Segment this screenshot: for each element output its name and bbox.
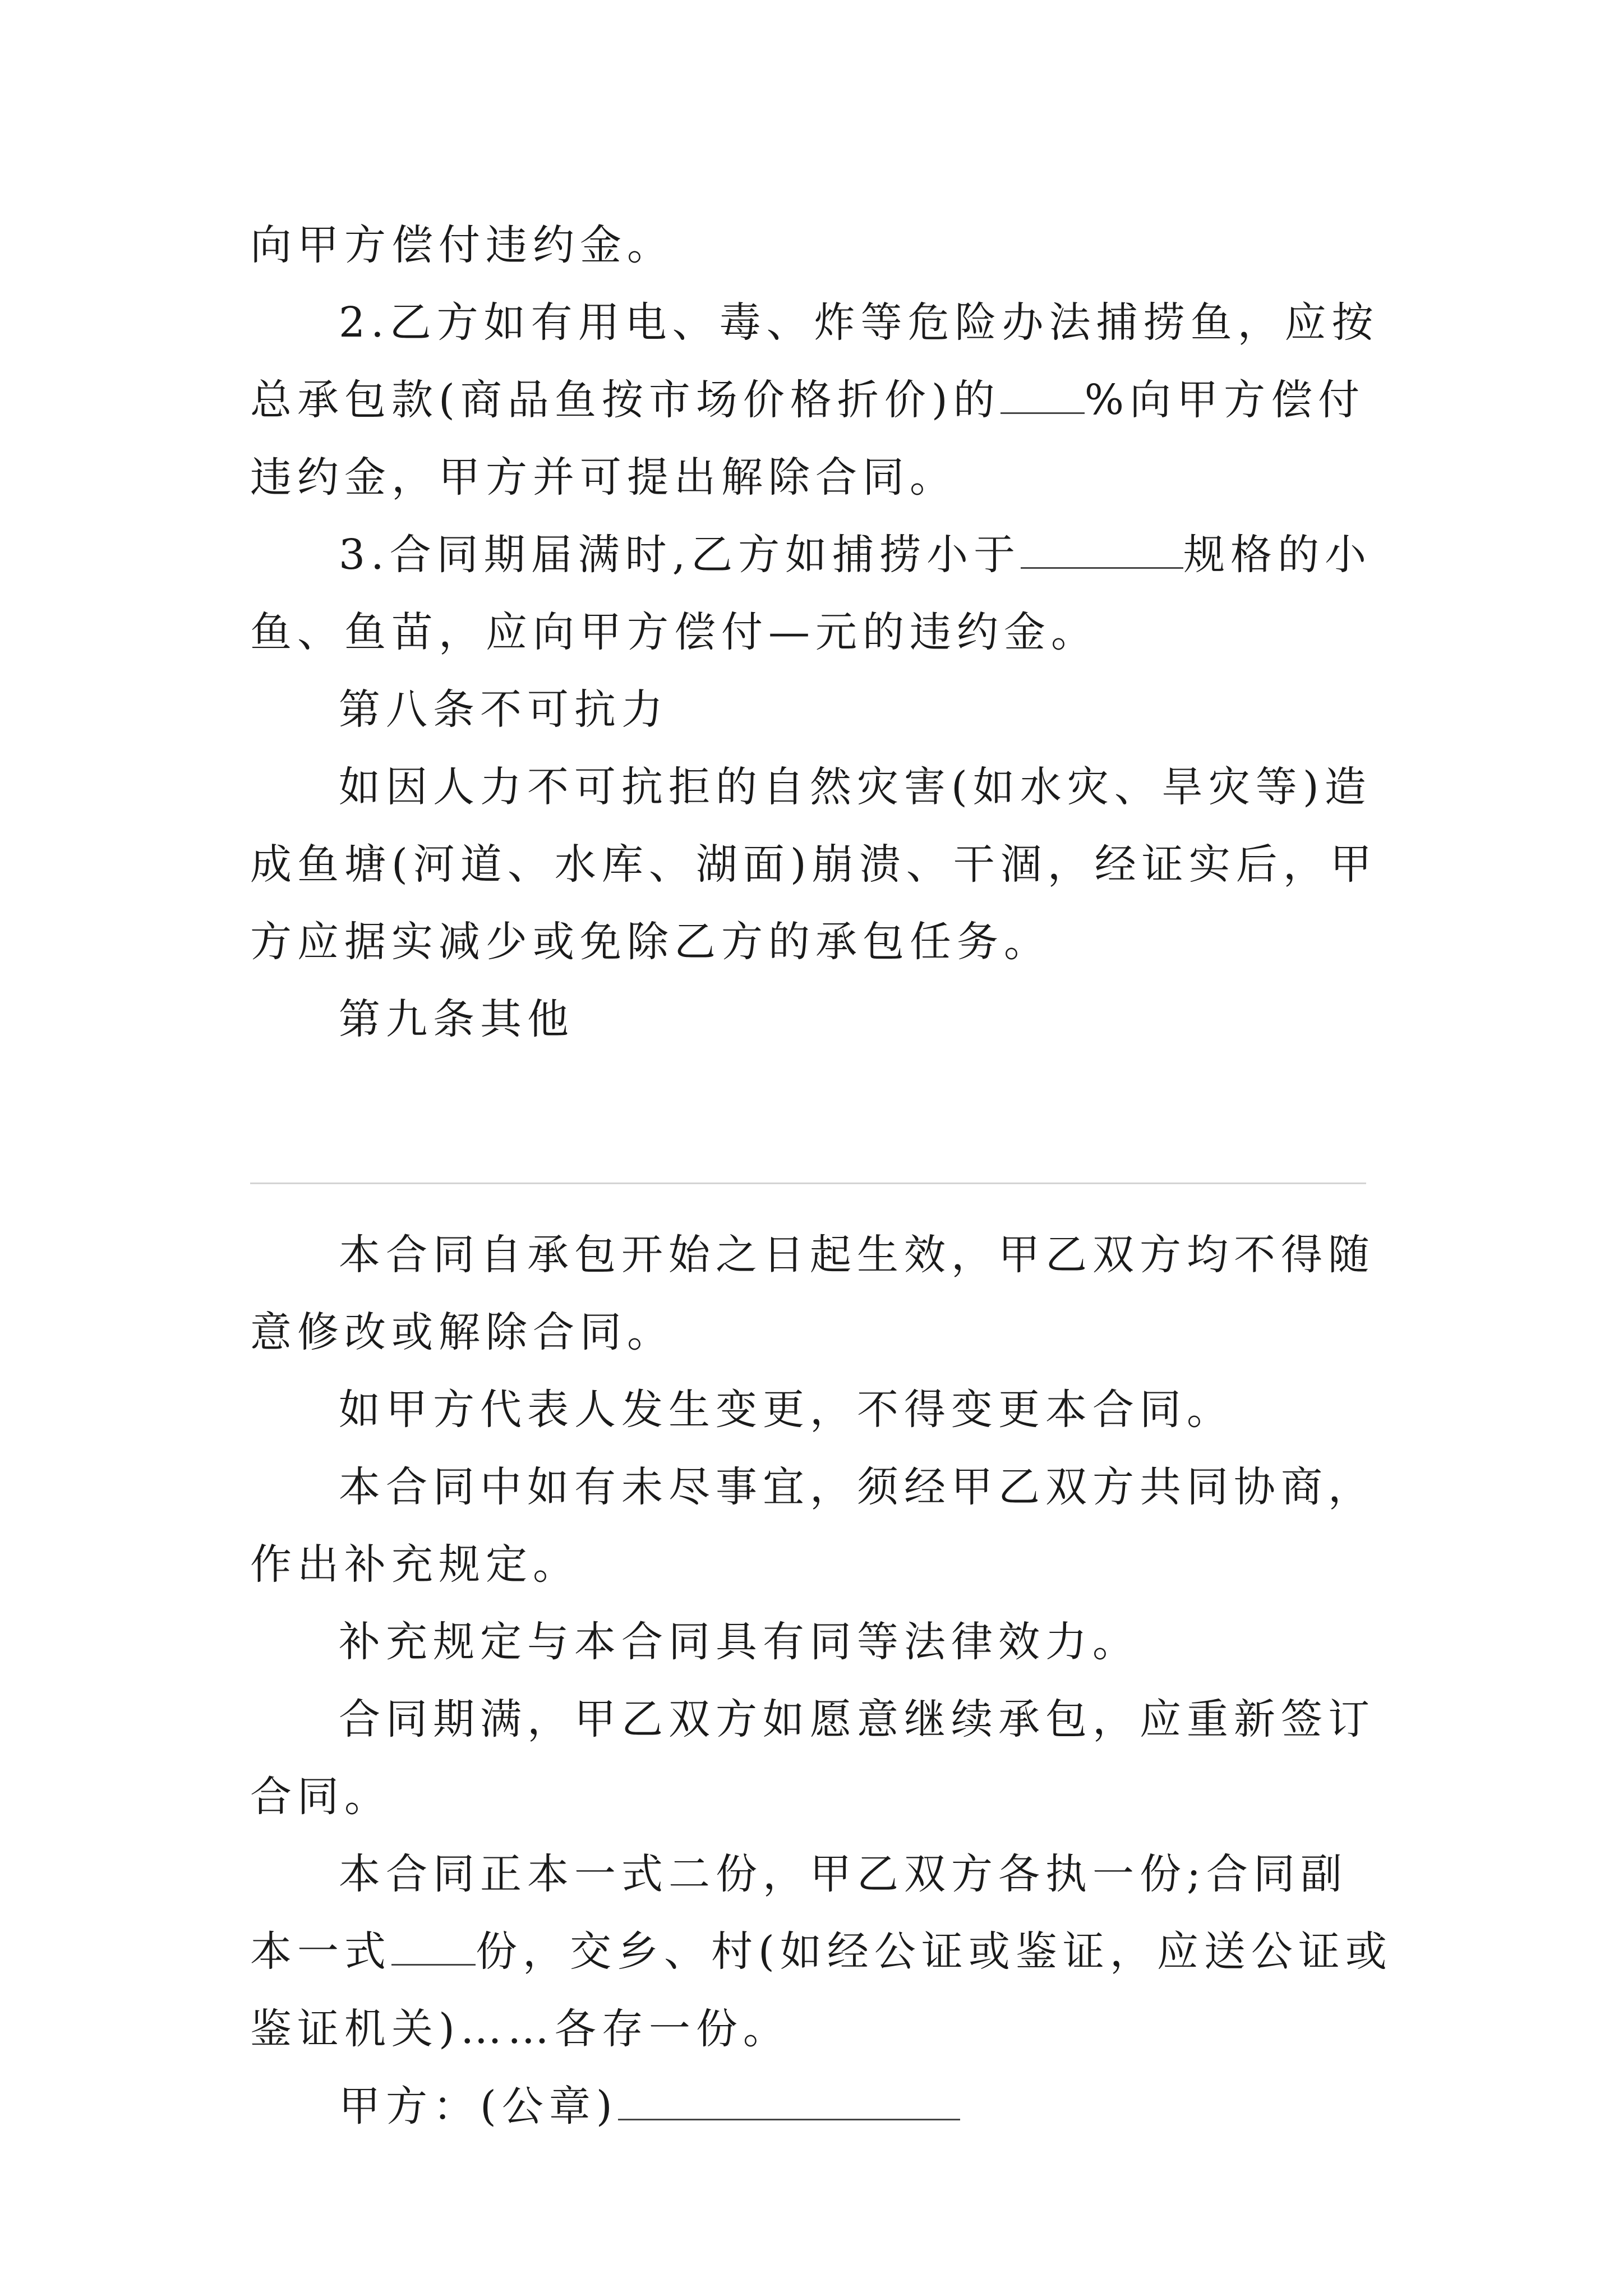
contract-section-upper — [250, 206, 1394, 1058]
fill-in-blank-percentage — [1000, 378, 1085, 414]
article-9-heading — [250, 981, 1394, 1058]
paragraph-copies — [250, 1835, 1394, 2068]
paragraph-text: 补充规定与本合同具有同等法律效力。 — [339, 1618, 1140, 1666]
paragraph-penalty-continuation — [250, 206, 1394, 284]
paragraph-representative-change — [250, 1371, 1394, 1448]
clause-text: 3.合同期届满时,乙方如捕捞小于 — [339, 531, 1021, 579]
signature-party-a — [250, 2068, 1394, 2145]
fill-in-blank-size — [1021, 532, 1183, 569]
signature-label: 甲方：(公章) — [339, 2082, 618, 2131]
page-break-divider — [250, 1182, 1366, 1184]
clause-text: %向甲方偿付违约金，甲方并可提出解除合同。 — [250, 376, 1366, 501]
contract-section-lower — [250, 1216, 1394, 2145]
paragraph-text: 本合同正本一式二份，甲乙双方各执一份;合同副本一式 — [250, 1850, 1348, 1976]
paragraph-text: 向甲方偿付违约金。 — [250, 221, 674, 269]
article-8-heading — [250, 671, 1394, 748]
paragraph-renewal — [250, 1681, 1394, 1835]
clause-text: 规格的小鱼、鱼苗，应向甲方偿付—元的违约金。 — [250, 531, 1372, 656]
paragraph-legal-effect — [250, 1603, 1394, 1681]
clause-text: 2.乙方如有用电、毒、炸等危险办法捕捞鱼，应按总承包款(商品鱼按市场价格折价)的 — [250, 298, 1379, 424]
paragraph-supplementary — [250, 1448, 1394, 1603]
article-8-body — [250, 748, 1394, 981]
clause-3-small-fish — [250, 516, 1394, 671]
clause-2-dangerous-fishing — [250, 284, 1394, 516]
paragraph-effective-date — [250, 1216, 1394, 1371]
paragraph-text: 本合同自承包开始之日起生效，甲乙双方均不得随意修改或解除合同。 — [250, 1231, 1375, 1356]
paragraph-text: 本合同中如有未尽事宜，须经甲乙双方共同协商，作出补充规定。 — [250, 1463, 1375, 1589]
paragraph-text: 合同期满，甲乙双方如愿意继续承包，应重新签订合同。 — [250, 1695, 1375, 1821]
fill-in-blank-signature — [618, 2084, 960, 2120]
paragraph-text: 如甲方代表人发生变更，不得变更本合同。 — [339, 1386, 1234, 1434]
heading-text: 第九条其他 — [339, 995, 574, 1043]
paragraph-text: 如因人力不可抗拒的自然灾害(如水灾、旱灾等)造成鱼塘(河道、水库、湖面)崩溃、干涸，经证实后，甲方应据实减少或免除乙方的承包任务。 — [250, 763, 1377, 966]
fill-in-blank-copies — [391, 1929, 476, 1966]
paragraph-text: 份，交乡、村(如经公证或鉴证，应送公证或鉴证机关)……各存一份。 — [250, 1927, 1393, 2053]
heading-text: 第八条不可抗力 — [339, 685, 668, 734]
